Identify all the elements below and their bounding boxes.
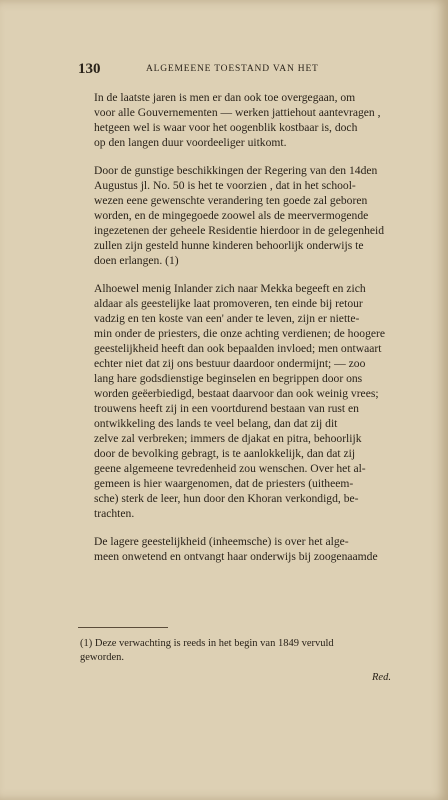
text-line: worden geëerbiedigd, bestaat daarvoor dan ook weinig vrees;: [94, 387, 379, 400]
text-line: geene algemeene tevredenheid zou wenschen. Over het al-: [94, 462, 366, 475]
footnote: [80, 637, 420, 665]
text-line: zelve zal verbreken; immers de djakat en pitra, behoorlijk: [94, 432, 362, 445]
footnote-signature: Red.: [372, 672, 391, 683]
text-line: gemeen is hier waargenomen, dat de priesters (uitheem-: [94, 477, 354, 490]
text-line: doen erlangen. (1): [94, 254, 179, 267]
paragraph-3: [80, 281, 420, 521]
body-text: [80, 90, 420, 564]
text-line: sche) sterk de leer, hun door den Khoran verkondigd, be-: [94, 492, 359, 505]
text-line: De lagere geestelijkheid (inheemsche) is over het alge-: [94, 535, 349, 548]
page-header: [78, 61, 426, 81]
footnote-line: geworden.: [80, 652, 125, 663]
paragraph-2: [80, 163, 420, 268]
text-line: op den langen duur voordeeliger uitkomt.: [94, 136, 287, 149]
text-line: In de laatste jaren is men er dan ook toe overgegaan, om: [94, 91, 356, 104]
running-title: ALGEMEENE TOESTAND VAN HET: [146, 64, 319, 74]
text-line: Door de gunstige beschikkingen der Regering van den 14den: [94, 164, 378, 177]
text-line: voor alle Gouvernementen — werken jattiehout aantevragen ,: [94, 106, 381, 119]
text-line: trouwens heeft zij in een voortdurend bestaan van rust en: [94, 402, 359, 415]
text-line: ingezetenen der geheele Residentie hierdoor in de gelegenheid: [94, 224, 385, 237]
footnote-divider: [78, 627, 168, 628]
text-line: hetgeen wel is waar voor het oogenblik kostbaar is, doch: [94, 121, 358, 134]
text-line: vadzig en ten koste van een' ander te leven, zijn er niette-: [94, 312, 360, 325]
footnote-line: (1) Deze verwachting is reeds in het begin van 1849 vervuld: [80, 638, 334, 649]
text-line: door de bevolking gebragt, is te aanlokkelijk, dan dat zij: [94, 447, 356, 460]
text-line: geestelijkheid heeft dan ook bepaalden invloed; men ontwaart: [94, 342, 382, 355]
text-line: worden, en de mingegoede zoowel als de meervermogende: [94, 209, 369, 222]
text-line: Alhoewel menig Inlander zich naar Mekka begeeft en zich: [94, 282, 366, 295]
text-line: min onder de priesters, die onze achting verdienen; de hoogere: [94, 327, 386, 340]
text-line: lang hare godsdienstige beginselen en begrippen door ons: [94, 372, 363, 385]
page-number: 130: [78, 61, 101, 77]
text-line: wezen eene gewenschte verandering ten goede zal geboren: [94, 194, 368, 207]
text-line: Augustus jl. No. 50 is het te voorzien , dat in het school-: [94, 179, 356, 192]
text-line: ontwikkeling des lands te veel belang, dan dat zij dit: [94, 417, 338, 430]
text-line: zullen zijn gesteld hunne kinderen behoorlijk onderwijs te: [94, 239, 364, 252]
text-line: meen onwetend en ontvangt haar onderwijs bij zoogenaamde: [94, 550, 378, 563]
text-line: echter niet dat zij ons bestuur daardoor ondermijnt; — zoo: [94, 357, 366, 370]
text-line: aldaar als geestelijke laat promoveren, ten einde bij retour: [94, 297, 363, 310]
text-line: trachten.: [94, 507, 135, 520]
paragraph-4: [80, 534, 420, 564]
paragraph-1: [80, 90, 420, 150]
